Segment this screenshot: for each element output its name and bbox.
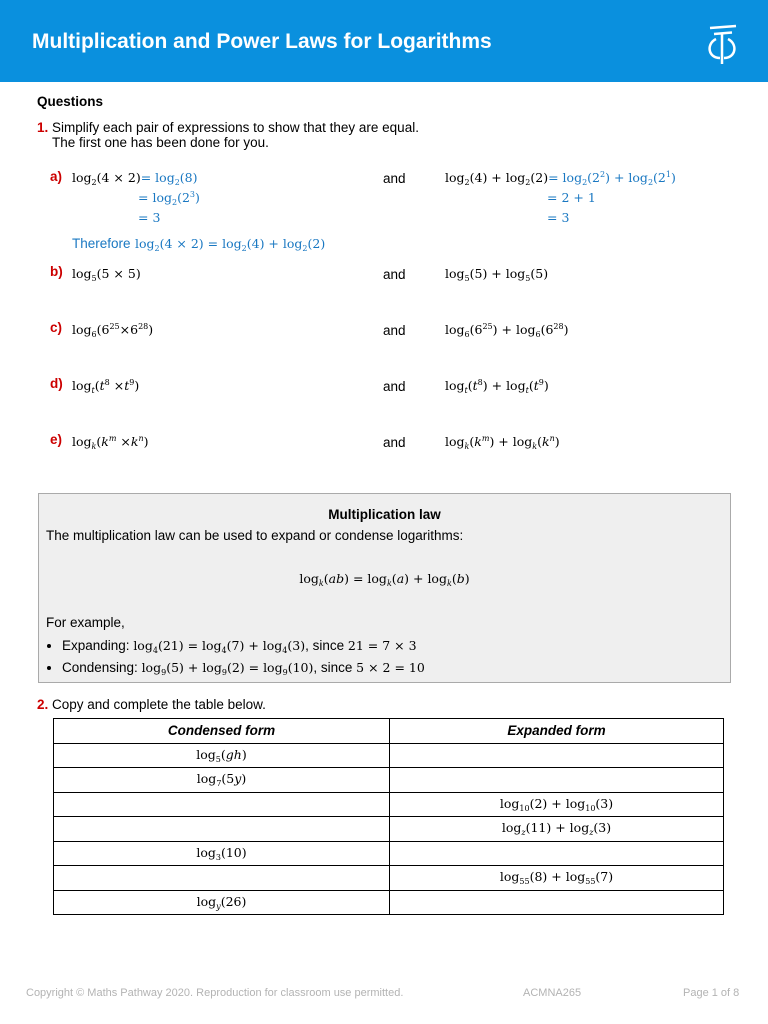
expanded-cell [390, 841, 724, 866]
part-a-right-step3: = 3 [547, 210, 570, 225]
law-box-example-lead: For example, [46, 615, 125, 630]
condensing-example: • Condensing: $\log_9(5) + \log_9(2) = \log_9(10)$, since 5 × 2 = 10 [62, 659, 425, 681]
part-e-left-expression: $\log_k(k^m \times k^n)$ [72, 434, 149, 451]
footer-copyright: Copyright © Maths Pathway 2020. Reproduction for classroom use permitted. [26, 987, 404, 999]
footer-curriculum-code: ACMNA265 [523, 987, 582, 999]
table-row [54, 841, 724, 866]
question-1-prompt-line2: The first one has been done for you. [52, 135, 269, 150]
law-box-intro: The multiplication law can be used to expand or condense logarithms: [46, 528, 464, 543]
footer-page-number: Page 1 of 8 [683, 987, 740, 999]
part-b-right-expression: $\log_5(5) + \log_5(5)$ [445, 266, 549, 283]
condensed-cell [54, 866, 390, 891]
question-2-number: 2. [37, 697, 49, 712]
part-d-label: d) [50, 376, 63, 391]
question-1-prompt-line1: Simplify each pair of expressions to show that they are equal. [52, 120, 419, 135]
part-c-right-expression: $\log_6(6^{25}) + \log_6(6^{28})$ [445, 322, 569, 339]
table-header-row [54, 719, 724, 744]
condensed-cell: $\log_y(26)$ [54, 890, 390, 915]
expanded-cell [390, 743, 724, 768]
condensed-cell: $\log_5(gh)$ [54, 743, 390, 768]
law-box-title: Multiplication law [328, 507, 441, 522]
part-a-right-expression: $\log_2(4) + \log_2(2)= \log_2(2^2) + \log_2(2^1)$ [445, 170, 676, 187]
law-examples-list [48, 637, 425, 681]
condensed-cell [54, 817, 390, 842]
part-d-and: and [383, 379, 406, 394]
log-forms-table [53, 718, 724, 915]
part-a-left-step2: = $\log_2(2^3)$ [138, 190, 200, 207]
header-bar [0, 0, 768, 82]
condensed-cell: $\log_7(5y)$ [54, 768, 390, 793]
expanding-example: • Expanding: $\log_4(21) = \log_4(7) + \log_4(3)$, since 21 = 7 × 3 [62, 637, 425, 659]
expanded-cell: $\log_{55}(8) + \log_{55}(7)$ [390, 866, 724, 891]
question-2-prompt: Copy and complete the table below. [52, 697, 266, 712]
table-row [54, 768, 724, 793]
part-a-left-step3: = 3 [138, 210, 161, 225]
questions-heading: Questions [37, 94, 104, 109]
page-title: Multiplication and Power Laws for Logarithms [32, 30, 492, 53]
part-b-and: and [383, 267, 406, 282]
column-header-condensed: Condensed form [54, 719, 390, 744]
expanded-cell: $\log_{10}(2) + \log_{10}(3)$ [390, 792, 724, 817]
condensed-cell: $\log_3(10)$ [54, 841, 390, 866]
part-a-conclusion: Therefore $\log_2(4 \times 2) = \log_2(4) + \log_2(2)$ [72, 236, 326, 253]
column-header-expanded: Expanded form [390, 719, 724, 744]
part-c-and: and [383, 323, 406, 338]
part-b-label: b) [50, 264, 63, 279]
table-row [54, 792, 724, 817]
expanded-cell [390, 768, 724, 793]
table-row [54, 817, 724, 842]
part-e-right-expression: $\log_k(k^m) + \log_k(k^n)$ [445, 434, 560, 451]
part-a-and: and [383, 171, 406, 186]
question-1-number: 1. [37, 120, 49, 135]
expanded-cell [390, 890, 724, 915]
part-a-left-expression: $\log_2(4 \times 2)= \log_2(8)$ [72, 170, 198, 187]
multiplication-law-formula: $\log_k(ab) = \log_k(a) + \log_k(b)$ [299, 571, 470, 588]
expanded-cell: $\log_z(11) + \log_z(3)$ [390, 817, 724, 842]
part-a-right-step2: = 2 + 1 [547, 190, 596, 205]
part-c-left-expression: $\log_6(6^{25}\times 6^{28})$ [72, 322, 154, 339]
part-a-label: a) [50, 169, 63, 184]
part-e-label: e) [50, 432, 63, 447]
part-e-and: and [383, 435, 406, 450]
part-d-right-expression: $\log_t(t^8) + \log_t(t^9)$ [445, 378, 549, 395]
table-row [54, 743, 724, 768]
part-d-left-expression: $\log_t(t^8 \times t^9)$ [72, 378, 140, 395]
table-row [54, 866, 724, 891]
part-c-label: c) [50, 320, 63, 335]
condensed-cell [54, 792, 390, 817]
table-row [54, 890, 724, 915]
maths-pathway-logo-icon [702, 22, 742, 66]
part-b-left-expression: $\log_5(5 \times 5)$ [72, 266, 141, 283]
